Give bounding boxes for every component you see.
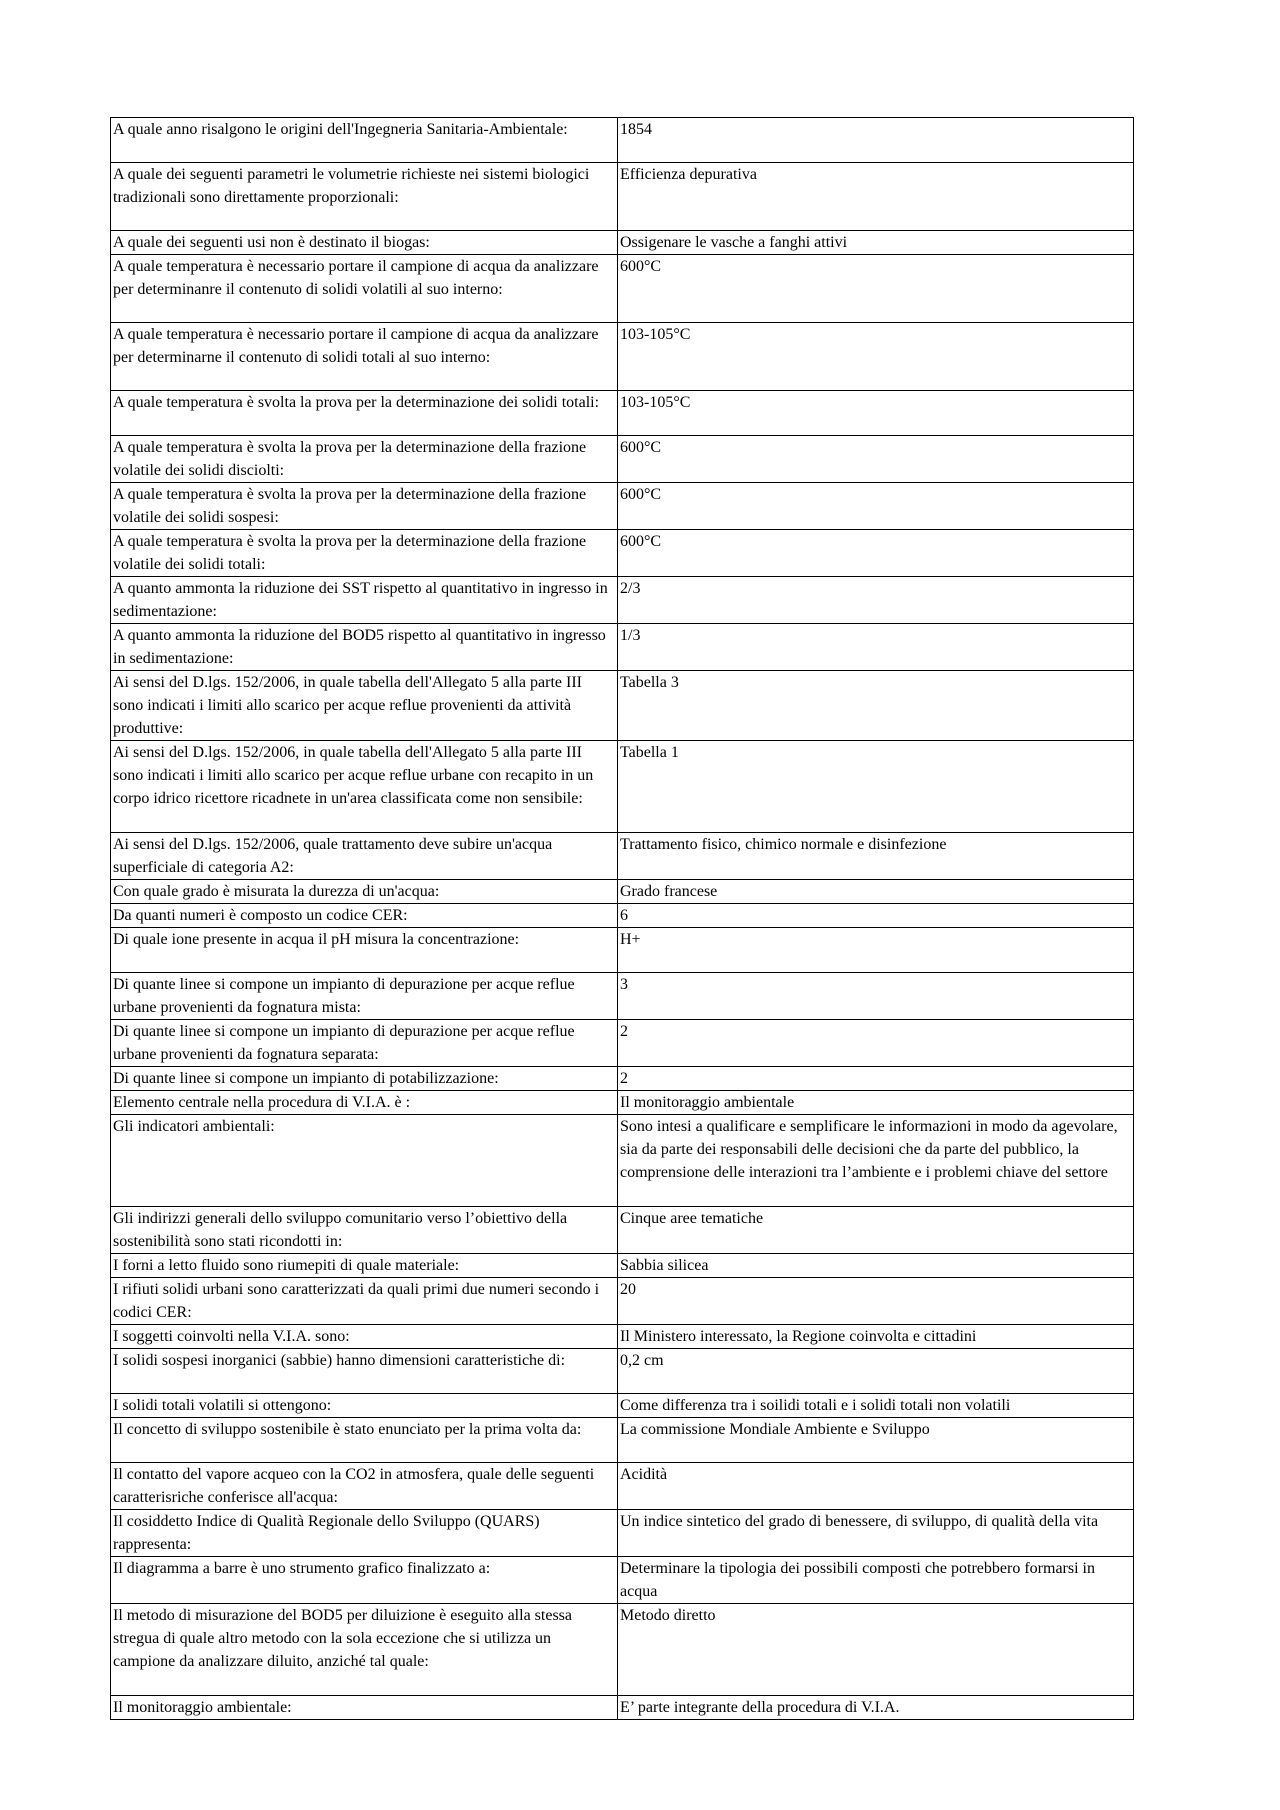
answer-cell: Il monitoraggio ambientale: [618, 1091, 1134, 1115]
answer-cell: 2: [618, 1067, 1134, 1091]
question-cell: Il monitoraggio ambientale:: [111, 1696, 618, 1720]
table-row: [111, 1510, 1134, 1557]
question-cell: I solidi sospesi inorganici (sabbie) hanno dimensioni caratteristiche di:: [111, 1349, 618, 1394]
table-row: [111, 1696, 1134, 1720]
answer-cell: Acidità: [618, 1463, 1134, 1510]
table-row: [111, 530, 1134, 577]
question-cell: Il diagramma a barre è uno strumento grafico finalizzato a:: [111, 1557, 618, 1604]
question-cell: Di quante linee si compone un impianto di depurazione per acque reflue urbane provenienti da fognatura mista:: [111, 973, 618, 1020]
table-row: [111, 880, 1134, 904]
question-cell: I forni a letto fluido sono riumepiti di quale materiale:: [111, 1254, 618, 1278]
table-row: [111, 1557, 1134, 1604]
question-cell: Da quanti numeri è composto un codice CER:: [111, 904, 618, 928]
quiz-table: [110, 117, 1134, 1720]
question-cell: I rifiuti solidi urbani sono caratterizzati da quali primi due numeri secondo i codici CER:: [111, 1278, 618, 1325]
table-row: [111, 1278, 1134, 1325]
question-cell: A quale dei seguenti usi non è destinato il biogas:: [111, 231, 618, 255]
question-cell: A quale temperatura è svolta la prova per la determinazione dei solidi totali:: [111, 391, 618, 436]
answer-cell: H+: [618, 928, 1134, 973]
question-cell: Ai sensi del D.lgs. 152/2006, in quale tabella dell'Allegato 5 alla parte III sono indicati i limiti allo scarico per acque reflue urbane con recapito in un corpo idrico ricettore ricadnete in un'area classificata come non sensibile:: [111, 741, 618, 833]
question-cell: A quale temperatura è necessario portare il campione di acqua da analizzare per determinarne il contenuto di solidi totali al suo interno:: [111, 323, 618, 391]
table-row: [111, 1067, 1134, 1091]
question-cell: Il metodo di misurazione del BOD5 per diluizione è eseguito alla stessa stregua di quale altro metodo con la sola eccezione che si utilizza un campione da analizzare diluito, anziché tal quale:: [111, 1604, 618, 1696]
answer-cell: Il Ministero interessato, la Regione coinvolta e cittadini: [618, 1325, 1134, 1349]
table-row: [111, 1349, 1134, 1394]
answer-cell: Sabbia silicea: [618, 1254, 1134, 1278]
question-cell: Ai sensi del D.lgs. 152/2006, in quale tabella dell'Allegato 5 alla parte III sono indicati i limiti allo scarico per acque reflue provenienti da attività produttive:: [111, 671, 618, 741]
answer-cell: Sono intesi a qualificare e semplificare le informazioni in modo da agevolare, sia da parte dei responsabili delle decisioni che da parte del pubblico, la comprensione delle interazioni tra l’ambiente e i problemi chiave del settore: [618, 1115, 1134, 1207]
table-row: [111, 1418, 1134, 1463]
question-cell: I soggetti coinvolti nella V.I.A. sono:: [111, 1325, 618, 1349]
answer-cell: Tabella 3: [618, 671, 1134, 741]
answer-cell: 3: [618, 973, 1134, 1020]
question-cell: Di quante linee si compone un impianto di potabilizzazione:: [111, 1067, 618, 1091]
question-cell: Il concetto di sviluppo sostenibile è stato enunciato per la prima volta da:: [111, 1418, 618, 1463]
question-cell: Di quale ione presente in acqua il pH misura la concentrazione:: [111, 928, 618, 973]
answer-cell: 1/3: [618, 624, 1134, 671]
answer-cell: La commissione Mondiale Ambiente e Sviluppo: [618, 1418, 1134, 1463]
table-row: [111, 1207, 1134, 1254]
question-cell: I solidi totali volatili si ottengono:: [111, 1394, 618, 1418]
question-cell: Ai sensi del D.lgs. 152/2006, quale trattamento deve subire un'acqua superficiale di categoria A2:: [111, 833, 618, 880]
table-row: [111, 928, 1134, 973]
answer-cell: 103-105°C: [618, 323, 1134, 391]
answer-cell: Come differenza tra i soilidi totali e i solidi totali non volatili: [618, 1394, 1134, 1418]
answer-cell: Cinque aree tematiche: [618, 1207, 1134, 1254]
table-row: [111, 624, 1134, 671]
answer-cell: 0,2 cm: [618, 1349, 1134, 1394]
question-cell: A quale temperatura è svolta la prova per la determinazione della frazione volatile dei solidi sospesi:: [111, 483, 618, 530]
answer-cell: Trattamento fisico, chimico normale e disinfezione: [618, 833, 1134, 880]
question-cell: Gli indicatori ambientali:: [111, 1115, 618, 1207]
table-row: [111, 1115, 1134, 1207]
answer-cell: Un indice sintetico del grado di benessere, di sviluppo, di qualità della vita: [618, 1510, 1134, 1557]
answer-cell: 20: [618, 1278, 1134, 1325]
answer-cell: 600°C: [618, 255, 1134, 323]
answer-cell: E’ parte integrante della procedura di V.I.A.: [618, 1696, 1134, 1720]
question-cell: Con quale grado è misurata la durezza di un'acqua:: [111, 880, 618, 904]
table-row: [111, 1091, 1134, 1115]
question-cell: A quale dei seguenti parametri le volumetrie richieste nei sistemi biologici tradizionali sono direttamente proporzionali:: [111, 163, 618, 231]
answer-cell: 2/3: [618, 577, 1134, 624]
table-row: [111, 577, 1134, 624]
question-cell: Il cosiddetto Indice di Qualità Regionale dello Sviluppo (QUARS) rappresenta:: [111, 1510, 618, 1557]
question-cell: Il contatto del vapore acqueo con la CO2 in atmosfera, quale delle seguenti caratterisriche conferisce all'acqua:: [111, 1463, 618, 1510]
answer-cell: 600°C: [618, 483, 1134, 530]
table-row: [111, 833, 1134, 880]
answer-cell: Ossigenare le vasche a fanghi attivi: [618, 231, 1134, 255]
question-cell: A quale temperatura è svolta la prova per la determinazione della frazione volatile dei solidi totali:: [111, 530, 618, 577]
answer-cell: Determinare la tipologia dei possibili composti che potrebbero formarsi in acqua: [618, 1557, 1134, 1604]
answer-cell: Grado francese: [618, 880, 1134, 904]
question-cell: A quanto ammonta la riduzione dei SST rispetto al quantitativo in ingresso in sedimentazione:: [111, 577, 618, 624]
table-row: [111, 255, 1134, 323]
answer-cell: 600°C: [618, 436, 1134, 483]
answer-cell: Efficienza depurativa: [618, 163, 1134, 231]
question-cell: A quanto ammonta la riduzione del BOD5 rispetto al quantitativo in ingresso in sedimentazione:: [111, 624, 618, 671]
table-row: [111, 1604, 1134, 1696]
answer-cell: 103-105°C: [618, 391, 1134, 436]
table-row: [111, 1254, 1134, 1278]
table-row: [111, 1394, 1134, 1418]
table-row: [111, 163, 1134, 231]
table-row: [111, 741, 1134, 833]
table-row: [111, 904, 1134, 928]
question-cell: Elemento centrale nella procedura di V.I.A. è :: [111, 1091, 618, 1115]
table-row: [111, 436, 1134, 483]
answer-cell: 600°C: [618, 530, 1134, 577]
answer-cell: Metodo diretto: [618, 1604, 1134, 1696]
table-row: [111, 1463, 1134, 1510]
table-row: [111, 1325, 1134, 1349]
table-row: [111, 118, 1134, 163]
question-cell: A quale temperatura è svolta la prova per la determinazione della frazione volatile dei solidi disciolti:: [111, 436, 618, 483]
answer-cell: Tabella 1: [618, 741, 1134, 833]
table-row: [111, 1020, 1134, 1067]
table-row: [111, 231, 1134, 255]
table-row: [111, 973, 1134, 1020]
table-row: [111, 671, 1134, 741]
question-cell: A quale temperatura è necessario portare il campione di acqua da analizzare per determinanre il contenuto di solidi volatili al suo interno:: [111, 255, 618, 323]
table-row: [111, 323, 1134, 391]
table-row: [111, 483, 1134, 530]
question-cell: A quale anno risalgono le origini dell'Ingegneria Sanitaria-Ambientale:: [111, 118, 618, 163]
answer-cell: 2: [618, 1020, 1134, 1067]
question-cell: Di quante linee si compone un impianto di depurazione per acque reflue urbane provenienti da fognatura separata:: [111, 1020, 618, 1067]
answer-cell: 6: [618, 904, 1134, 928]
table-row: [111, 391, 1134, 436]
question-cell: Gli indirizzi generali dello sviluppo comunitario verso l’obiettivo della sostenibilità sono stati ricondotti in:: [111, 1207, 618, 1254]
answer-cell: 1854: [618, 118, 1134, 163]
